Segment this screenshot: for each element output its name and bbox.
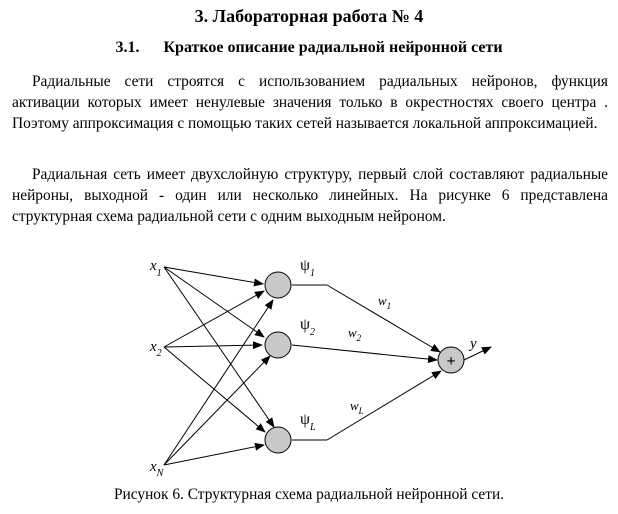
input-label-2: $x_2$ xyxy=(150,339,162,359)
hidden-label-L: $\psi_L$ xyxy=(300,411,316,433)
input-connections xyxy=(164,267,274,465)
subsection-number: 3.1. xyxy=(115,39,140,56)
weight-label-L: $w_L$ xyxy=(350,398,364,416)
figure-caption: Рисунок 6. Структурная схема радиальной нейронной сети. xyxy=(113,486,505,503)
output-label: y xyxy=(470,336,477,352)
sum-symbol: + xyxy=(446,353,456,370)
edge-xN-hL xyxy=(164,445,264,465)
edge-xN-h2 xyxy=(164,356,270,465)
edge-x2-h2 xyxy=(164,345,262,347)
input-label-N: $x_N$ xyxy=(150,459,164,479)
rbf-network-diagram xyxy=(0,250,618,480)
hidden-neuron-1 xyxy=(265,272,291,298)
section-heading: 3. Лабораторная работа № 4 xyxy=(194,6,424,26)
edge-sum-y xyxy=(464,347,491,360)
hidden-neurons xyxy=(265,272,291,453)
edge-x2-hL xyxy=(164,347,265,432)
edge-x2-h1 xyxy=(164,291,264,347)
input-label-1: $x_1$ xyxy=(150,258,162,279)
paragraph-2-text: Радиальная сеть имеет двухслойную структуру, первый слой составляют радиальные нейроны, выходной - один или несколько линейных. На рисунке 6 представлена структурная схема радиальной сети с одним выходным нейроном. xyxy=(12,166,608,225)
paragraph-1-text: Радиальные сети строятся с использованием радиальных нейронов, функция активации которых имеет ненулевые значения только в окрестностях своего центра . Поэтому аппроксимация с помощью таких сетей называется локальной аппроксимацией. xyxy=(12,73,608,132)
weight-label-1: $w_1$ xyxy=(378,293,392,311)
edge-xN-h1 xyxy=(164,300,273,465)
paragraph-2 xyxy=(12,164,608,227)
edge-x1-h2 xyxy=(164,267,264,337)
hidden-label-2: $\psi_2$ xyxy=(300,316,316,338)
hidden-neuron-2 xyxy=(265,332,291,358)
weight-label-2: $w_2$ xyxy=(348,325,362,343)
edge-hL-sum-2 xyxy=(327,371,441,440)
edge-x1-h1 xyxy=(164,267,263,284)
paragraph-1 xyxy=(12,71,608,134)
subsection-heading xyxy=(0,39,618,57)
subsection-title: Краткое описание радиальной нейронной сети xyxy=(163,39,503,56)
hidden-neuron-L xyxy=(265,427,291,453)
edge-h2-sum xyxy=(292,345,437,360)
hidden-label-1: $\psi_1$ xyxy=(300,257,316,279)
